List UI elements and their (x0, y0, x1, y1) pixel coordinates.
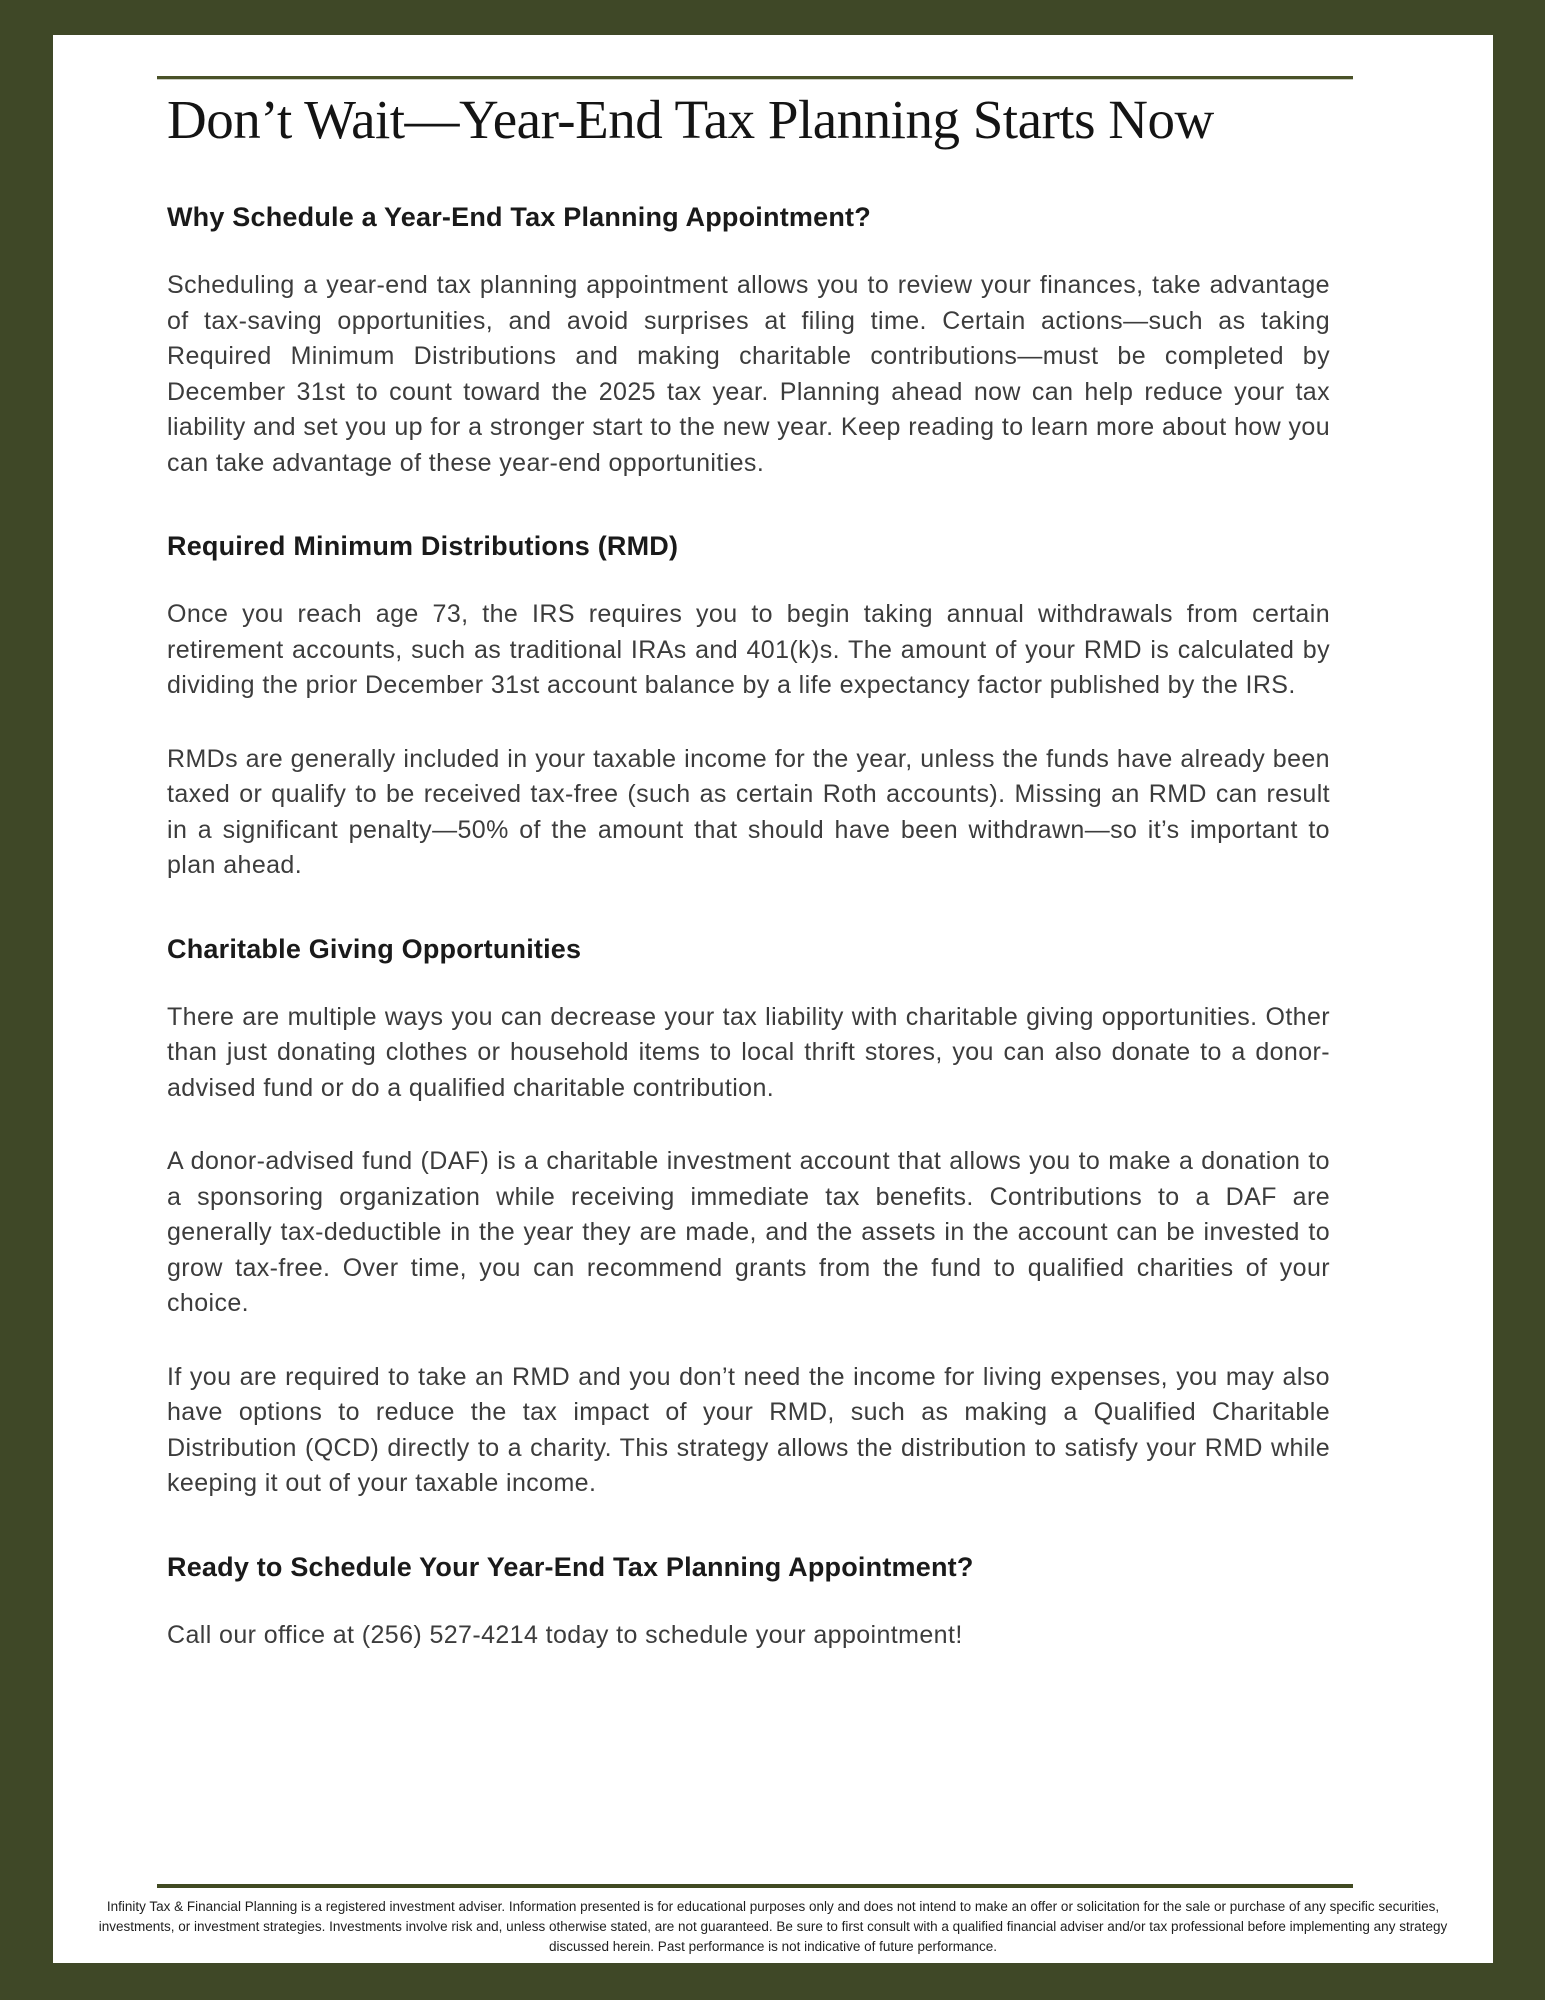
disclaimer-text: Infinity Tax & Financial Planning is a registered investment adviser. Information presented is for educational purposes only and does not intend to make an offer or solicitation for the sale or purchase of any specific securities, investments, or investment strategies. Investments involve risk and, unless otherwise stated, are not guaranteed. Be sure to first consult with a qualified financial adviser and/or tax professional before implementing any strategy discussed herein. Past performance is not indicative of future performance. (98, 1899, 1448, 1954)
body-paragraph: A donor-advised fund (DAF) is a charitable investment account that allows you to make a donation to a sponsoring organization while receiving immediate tax benefits. Contributions to a DAF are generally tax-deductible in the year they are made, and the assets in the account can be invested to grow tax-free. Over time, you can recommend grants from the fund to qualified charities of your choice. (167, 1147, 1330, 1317)
body-paragraph: There are multiple ways you can decrease your tax liability with charitable giving opportunities. Other than just donating clothes or household items to local thrift stores, you can also donate to a donor-advised fund or do a qualified charitable contribution. (167, 1002, 1330, 1102)
section-heading-charitable-giving: Charitable Giving Opportunities (167, 933, 582, 964)
section-heading-ready-to-schedule: Ready to Schedule Your Year-End Tax Planning Appointment? (167, 1551, 974, 1582)
document-content (157, 35, 1353, 1653)
article-body (167, 200, 1330, 1653)
document-sheet (53, 35, 1493, 1963)
body-paragraph: Scheduling a year-end tax planning appointment allows you to review your finances, take advantage of tax-saving opportunities, and avoid surprises at filing time. Certain actions—such as taking Required Minimum Distributions and making charitable contributions—must be completed by December 31st to count toward the 2025 tax year. Planning ahead now can help reduce your tax liability and set you up for a stronger start to the new year. Keep reading to learn more about how you can take advantage of these year-end opportunities. (167, 271, 1330, 477)
body-paragraph: RMDs are generally included in your taxable income for the year, unless the funds have already been taxed or qualify to be received tax-free (such as certain Roth accounts). Missing an RMD can result in a significant penalty—50% of the amount that should have been withdrawn—so it’s important to plan ahead. (167, 744, 1330, 879)
footer-divider (157, 1884, 1353, 1888)
header-divider (157, 76, 1353, 80)
body-paragraph: If you are required to take an RMD and you don’t need the income for living expenses, you may also have options to reduce the tax impact of your RMD, such as making a Qualified Charitable Distribution (QCD) directly to a charity. This strategy allows the distribution to satisfy your RMD while keeping it out of your taxable income. (167, 1362, 1330, 1497)
section-heading-why-schedule: Why Schedule a Year-End Tax Planning Appointment? (167, 202, 871, 232)
document-footer (53, 1884, 1493, 1963)
section-heading-rmd: Required Minimum Distributions (RMD) (167, 531, 679, 561)
page-title: Don’t Wait—Year-End Tax Planning Starts Now (167, 89, 1214, 150)
body-paragraph: Once you reach age 73, the IRS requires you to begin taking annual withdrawals from certain retirement accounts, such as traditional IRAs and 401(k)s. The amount of your RMD is calculated by dividing the prior December 31st account balance by a life expectancy factor published by the IRS. (167, 600, 1330, 699)
call-to-action-paragraph: Call our office at (256) 527-4214 today to schedule your appointment! (167, 1620, 963, 1649)
